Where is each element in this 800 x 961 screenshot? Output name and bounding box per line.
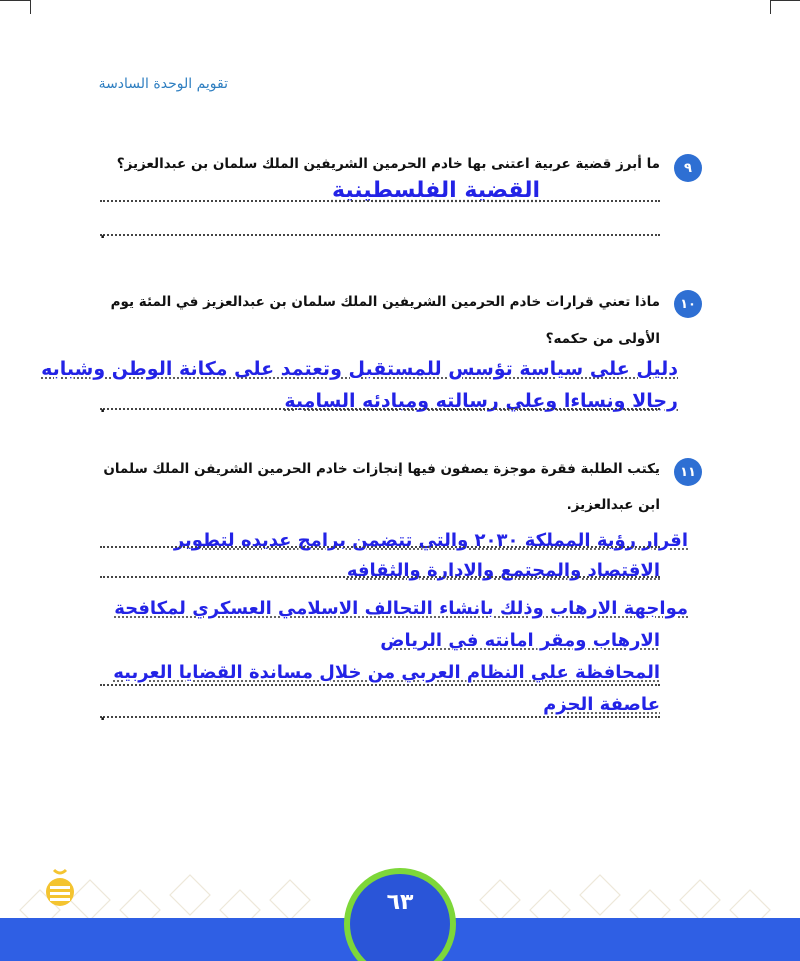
handwritten-answer: الاقتصاد والمجتمع والادارة والثقافه bbox=[346, 560, 660, 581]
crop-mark bbox=[0, 0, 30, 1]
answer-line bbox=[100, 200, 660, 202]
handwritten-answer: القضية الفلسطينية bbox=[331, 178, 540, 203]
handwritten-answer: المحافظة علي النظام العربي من خلال مساندة القضايا العربيه bbox=[113, 662, 660, 683]
question-number-badge: ٩ bbox=[674, 154, 702, 182]
question-text: الأولى من حكمه؟ bbox=[545, 331, 660, 347]
logo-icon bbox=[40, 866, 76, 910]
handwritten-answer: اقرار رؤية المملكة ٢٠٣٠ والتي تتضمن برامج عديده لتطوير bbox=[173, 530, 688, 551]
crop-mark bbox=[30, 0, 31, 14]
question-number-badge: ١٠ bbox=[674, 290, 702, 318]
answer-line bbox=[100, 684, 660, 686]
line-end-period: . bbox=[100, 226, 106, 242]
crop-mark bbox=[770, 0, 771, 14]
question-text: يكتب الطلبة فقرة موجزة يصفون فيها إنجازات خادم الحرمين الشريفن الملك سلمان bbox=[103, 461, 660, 477]
answer-line bbox=[100, 576, 660, 578]
answer-line bbox=[100, 408, 660, 410]
line-end-period: . bbox=[100, 708, 106, 724]
page-header-title: تقويم الوحدة السادسة bbox=[98, 76, 228, 92]
answer-line bbox=[100, 716, 660, 718]
handwritten-answer: عاصفة الحزم bbox=[543, 694, 660, 715]
handwritten-answer: مواجهة الارهاب وذلك بانشاء التحالف الاسلامي العسكري لمكافحة bbox=[114, 598, 688, 619]
handwritten-answer: دليل على سياسة تؤسس للمستقبل وتعتمد على مكانة الوطن وشبابه bbox=[41, 358, 678, 380]
line-end-period: . bbox=[100, 400, 106, 416]
handwritten-answer: الارهاب ومقر امانته في الرياض bbox=[380, 630, 660, 651]
question-number-badge: ١١ bbox=[674, 458, 702, 486]
page-number: ٦٣ bbox=[344, 868, 456, 961]
handwritten-answer: رجالا ونساءا وعلي رسالته ومبادئه السامية bbox=[284, 390, 678, 412]
question-text: ما أبرز قضية عربية اعتنى بها خادم الحرمين الشريفين الملك سلمان بن عبدالعزيز؟ bbox=[116, 156, 660, 172]
question-text: ابن عبدالعزيز. bbox=[566, 497, 660, 513]
question-text: ماذا تعني قرارات خادم الحرمين الشريفين الملك سلمان بن عبدالعزيز في المئة يوم bbox=[110, 294, 660, 310]
crop-mark bbox=[770, 0, 800, 1]
answer-line bbox=[100, 234, 660, 236]
answer-line bbox=[100, 546, 660, 548]
